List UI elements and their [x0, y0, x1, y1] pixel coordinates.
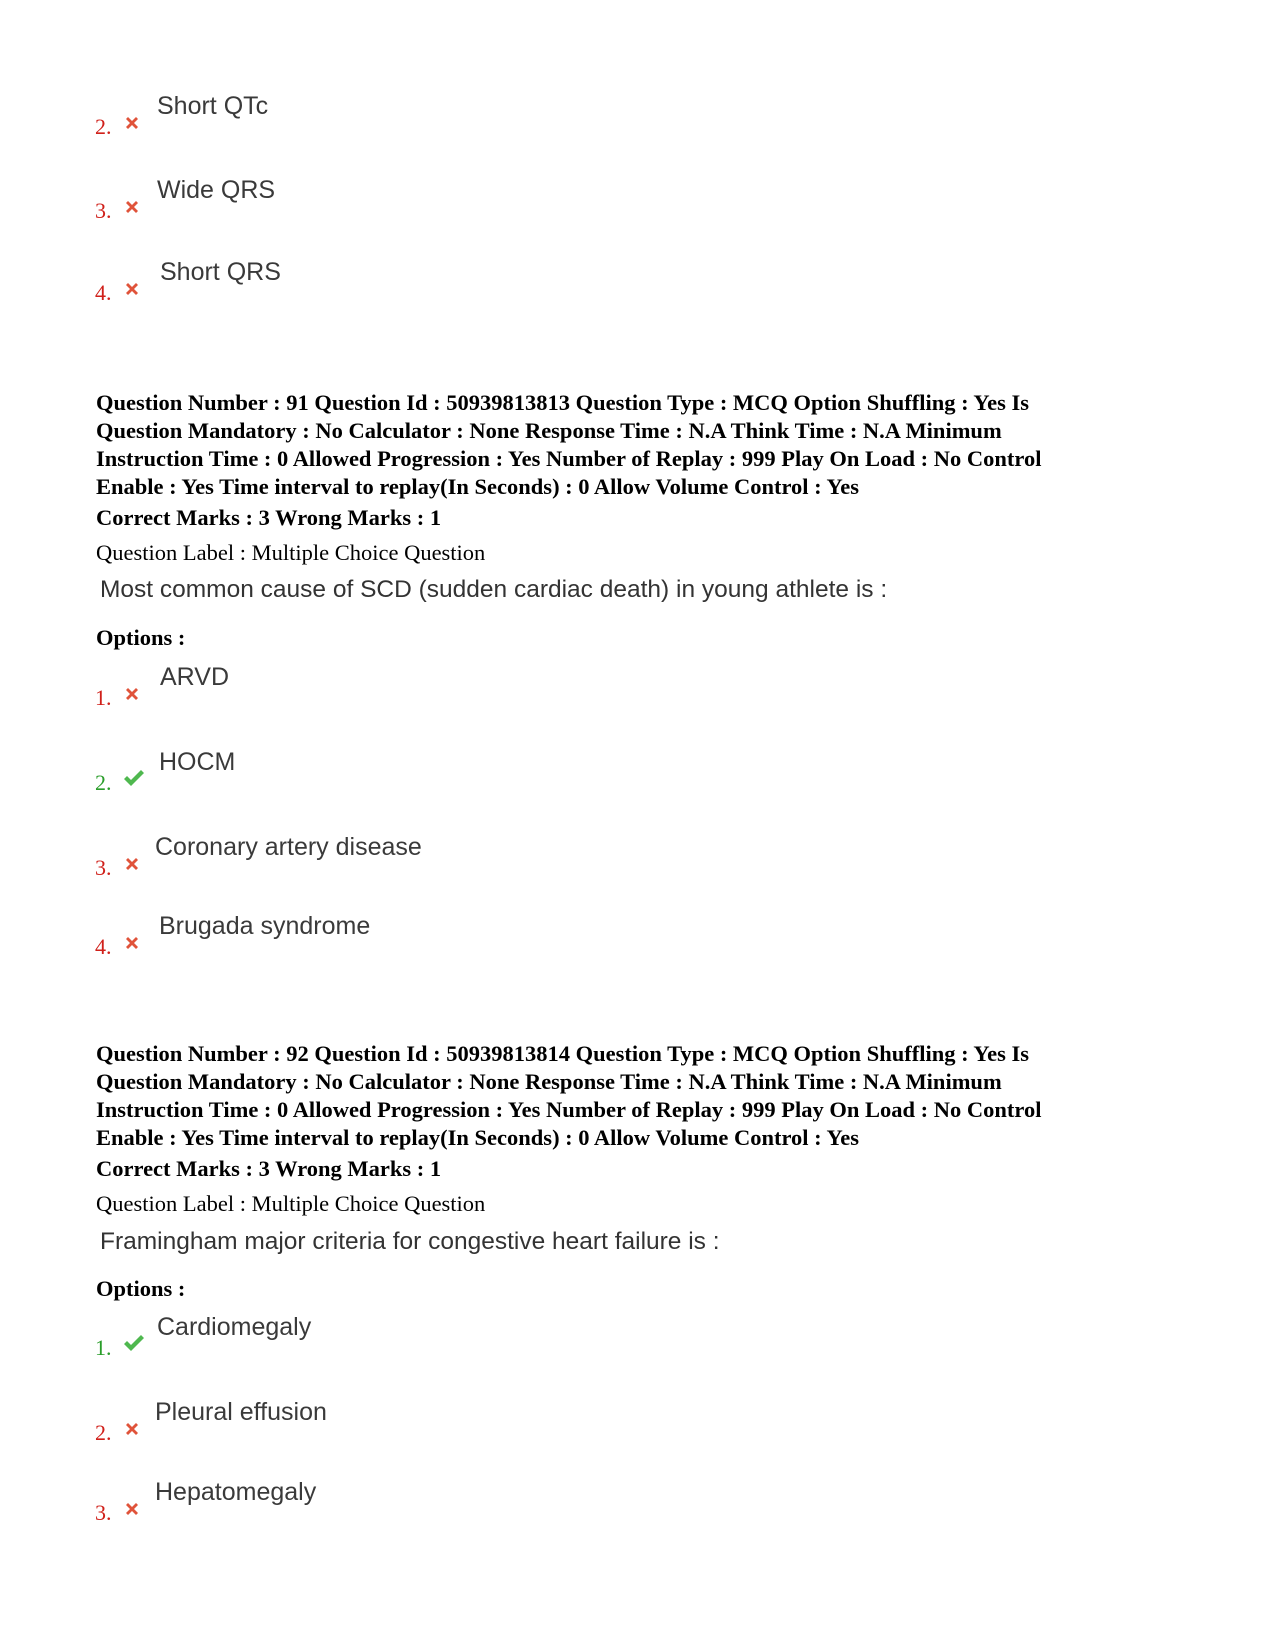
question-text: Most common cause of SCD (sudden cardiac death) in young athlete is :: [100, 576, 888, 603]
question-text: Framingham major criteria for congestive heart failure is :: [100, 1228, 720, 1255]
option-item: [0, 258, 1275, 318]
options-heading: Options :: [96, 1276, 186, 1301]
option-text: Coronary artery disease: [155, 833, 422, 861]
question-meta: Question Number : 92 Question Id : 50939813814 Question Type : MCQ Option Shuffling : Yes Is Question Mandatory : No Calculator : None Response Time : N.A Think Time : N.A Minimum Instruction Time : 0 Allowed Progression : Yes Number of Replay : 999 Play On Load : No Control Enable : Yes Time interval to replay(In Seconds) : 0 Allow Volume Control : Yes: [96, 1041, 1042, 1150]
cross-icon: [123, 1500, 141, 1518]
option-item: [0, 663, 1275, 723]
check-icon: [123, 1333, 145, 1353]
question-label: Question Label : Multiple Choice Question: [96, 1191, 486, 1216]
option-number: 2.: [95, 770, 112, 795]
option-item: [0, 748, 1275, 808]
question-marks: Correct Marks : 3 Wrong Marks : 1: [96, 1156, 442, 1181]
option-text: Brugada syndrome: [159, 912, 371, 940]
cross-icon: [123, 114, 141, 132]
option-item: [0, 1313, 1275, 1373]
cross-icon: [123, 855, 141, 873]
cross-icon: [123, 1420, 141, 1438]
option-text: Hepatomegaly: [155, 1478, 317, 1506]
option-item: [0, 92, 1275, 152]
option-number: 4.: [95, 280, 112, 305]
cross-icon: [123, 198, 141, 216]
option-number: 1.: [95, 685, 112, 710]
option-number: 2.: [95, 1420, 112, 1445]
option-text: Short QRS: [160, 258, 281, 286]
question-meta: Question Number : 91 Question Id : 50939813813 Question Type : MCQ Option Shuffling : Yes Is Question Mandatory : No Calculator : None Response Time : N.A Think Time : N.A Minimum Instruction Time : 0 Allowed Progression : Yes Number of Replay : 999 Play On Load : No Control Enable : Yes Time interval to replay(In Seconds) : 0 Allow Volume Control : Yes: [96, 390, 1042, 499]
option-text: Short QTc: [157, 92, 269, 120]
option-number: 4.: [95, 934, 112, 959]
question-label: Question Label : Multiple Choice Question: [96, 540, 486, 565]
cross-icon: [123, 934, 141, 952]
option-text: Wide QRS: [157, 176, 276, 204]
cross-icon: [123, 685, 141, 703]
option-item: [0, 833, 1275, 893]
option-number: 3.: [95, 1500, 112, 1525]
option-text: HOCM: [159, 748, 236, 776]
option-item: [0, 176, 1275, 236]
option-text: ARVD: [160, 663, 230, 691]
option-text: Cardiomegaly: [157, 1313, 312, 1341]
check-icon: [123, 768, 145, 788]
option-number: 1.: [95, 1335, 112, 1360]
option-item: [0, 912, 1275, 972]
option-number: 2.: [95, 114, 112, 139]
option-text: Pleural effusion: [155, 1398, 327, 1426]
option-item: [0, 1478, 1275, 1538]
option-number: 3.: [95, 855, 112, 880]
option-item: [0, 1398, 1275, 1458]
cross-icon: [123, 280, 141, 298]
option-number: 3.: [95, 198, 112, 223]
options-heading: Options :: [96, 625, 186, 650]
question-marks: Correct Marks : 3 Wrong Marks : 1: [96, 505, 442, 530]
